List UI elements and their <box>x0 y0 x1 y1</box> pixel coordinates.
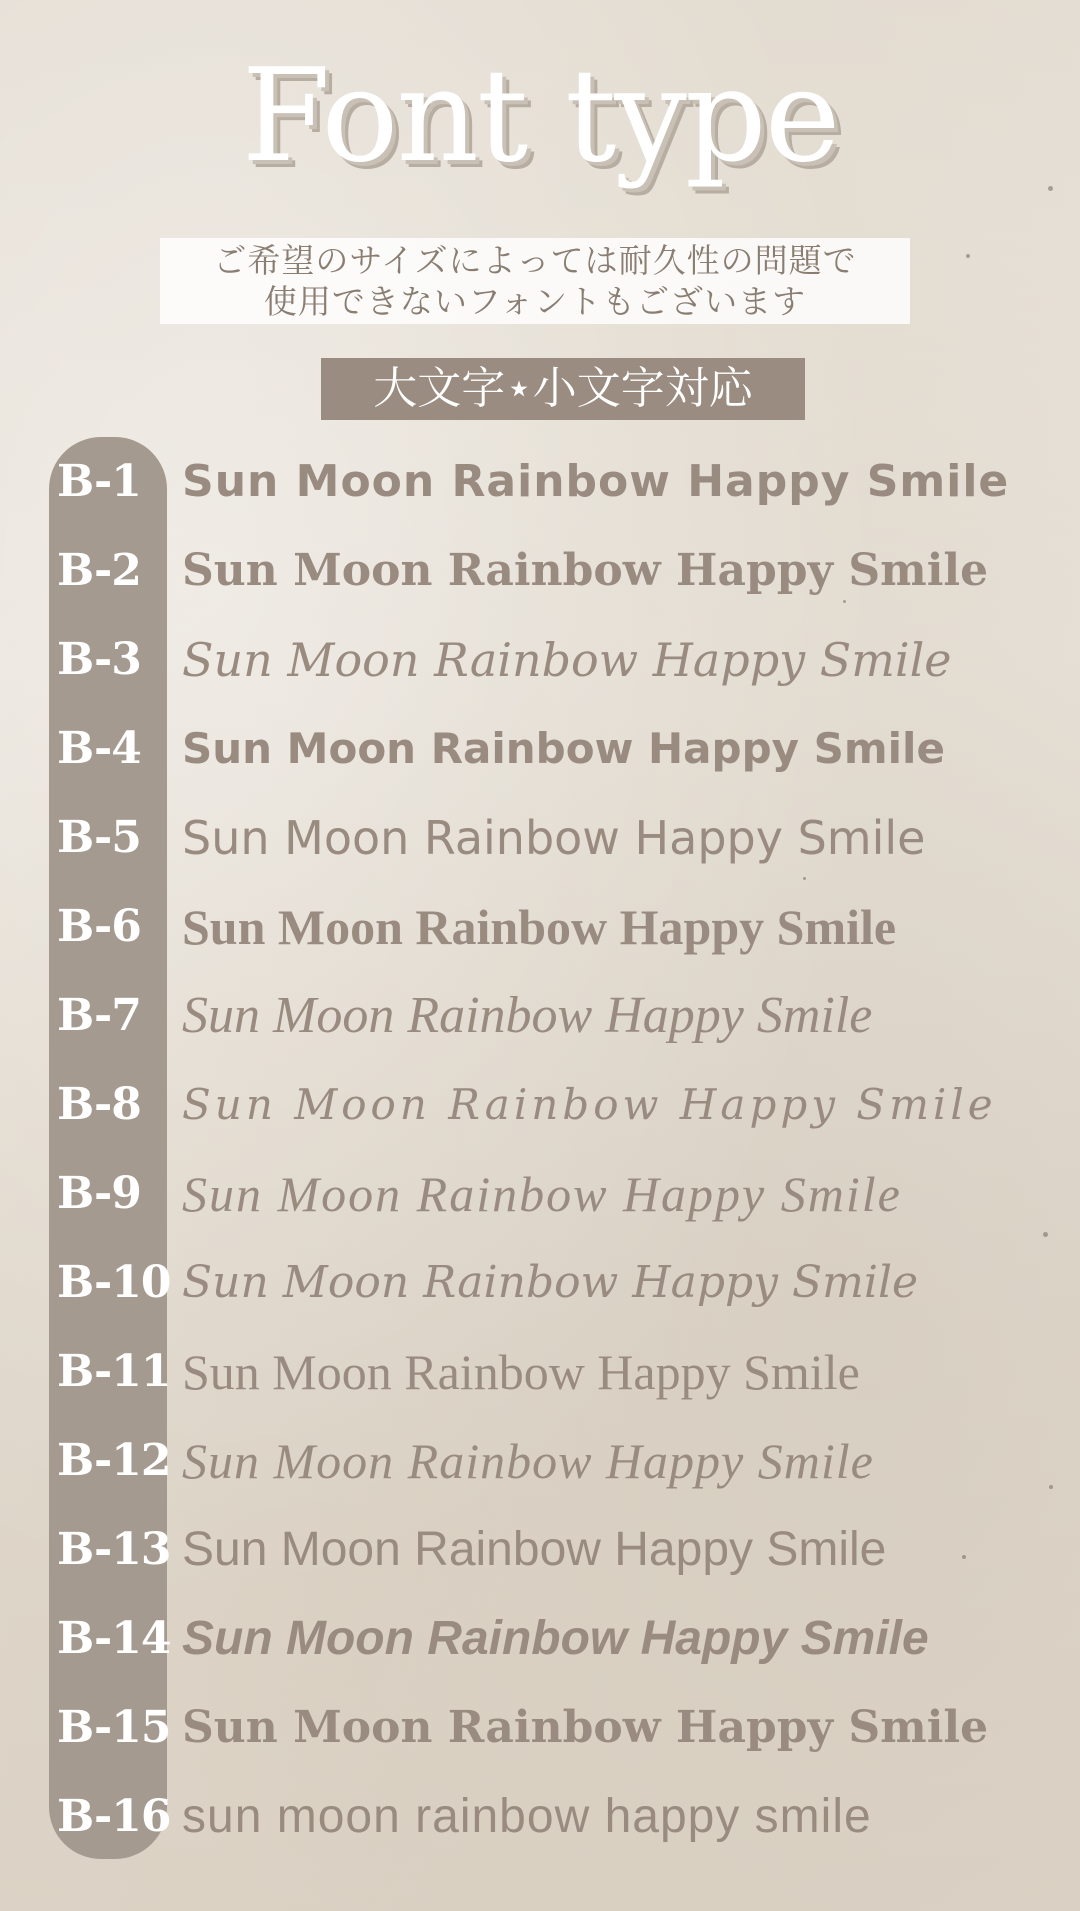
font-row <box>0 1327 1080 1417</box>
texture-speck <box>1048 186 1053 191</box>
font-sample: Sun Moon Rainbow Happy Smile <box>182 1702 989 1753</box>
font-row <box>0 882 1080 972</box>
font-sample: Sun Moon Rainbow Happy Smile <box>182 1080 997 1129</box>
font-row <box>0 1238 1080 1328</box>
font-code: B-11 <box>57 1346 171 1397</box>
font-row <box>0 1416 1080 1506</box>
font-code: B-13 <box>57 1524 171 1575</box>
font-sample: Sun Moon Rainbow Happy Smile <box>182 1523 887 1576</box>
font-row <box>0 1149 1080 1239</box>
page-title: Font type <box>241 42 839 191</box>
font-row <box>0 704 1080 794</box>
font-row <box>0 437 1080 527</box>
font-row <box>0 1060 1080 1150</box>
font-code: B-15 <box>57 1702 171 1753</box>
font-sample: Sun Moon Rainbow Happy Smile <box>182 1612 929 1665</box>
font-code: B-16 <box>57 1791 171 1842</box>
texture-speck <box>966 254 970 258</box>
font-sample: Sun Moon Rainbow Happy Smile <box>182 899 897 955</box>
font-code: B-14 <box>57 1613 171 1664</box>
font-row <box>0 615 1080 705</box>
font-sample: Sun Moon Rainbow Happy Smile <box>182 1166 902 1222</box>
font-sample: Sun Moon Rainbow Happy Smile <box>182 633 952 687</box>
font-sample: Sun Moon Rainbow Happy Smile <box>182 545 989 596</box>
font-sample: Sun Moon Rainbow Happy Smile <box>182 1344 860 1400</box>
font-sample: Sun Moon Rainbow Happy Smile <box>182 811 926 865</box>
font-sample: Sun Moon Rainbow Happy Smile <box>182 987 873 1044</box>
font-code: B-1 <box>57 456 141 507</box>
size-notice <box>160 238 910 324</box>
notice-line-1: ご希望のサイズによっては耐久性の問題で <box>213 241 857 280</box>
font-sample: sun moon rainbow happy smile <box>182 1790 872 1843</box>
font-code: B-8 <box>57 1079 141 1130</box>
font-row <box>0 1683 1080 1773</box>
font-row <box>0 1772 1080 1862</box>
font-row <box>0 1505 1080 1595</box>
font-row <box>0 1594 1080 1684</box>
notice-line-2: 使用できないフォントもございます <box>263 282 807 321</box>
font-code: B-5 <box>57 812 141 863</box>
font-row <box>0 971 1080 1061</box>
font-code: B-10 <box>57 1257 171 1308</box>
font-code: B-4 <box>57 723 141 774</box>
font-code: B-12 <box>57 1435 171 1486</box>
font-sample: Sun Moon Rainbow Happy Smile <box>182 456 1010 507</box>
font-sample: Sun Moon Rainbow Happy Smile <box>182 1257 919 1308</box>
font-code: B-7 <box>57 990 141 1041</box>
font-sample: Sun Moon Rainbow Happy Smile <box>182 724 945 773</box>
font-code: B-9 <box>57 1168 141 1219</box>
font-code: B-3 <box>57 634 141 685</box>
font-sample: Sun Moon Rainbow Happy Smile <box>182 1433 874 1489</box>
font-row <box>0 526 1080 616</box>
font-code: B-6 <box>57 901 141 952</box>
case-support-badge: 大文字⋆小文字対応 <box>321 358 805 420</box>
font-row <box>0 793 1080 883</box>
font-code: B-2 <box>57 545 141 596</box>
